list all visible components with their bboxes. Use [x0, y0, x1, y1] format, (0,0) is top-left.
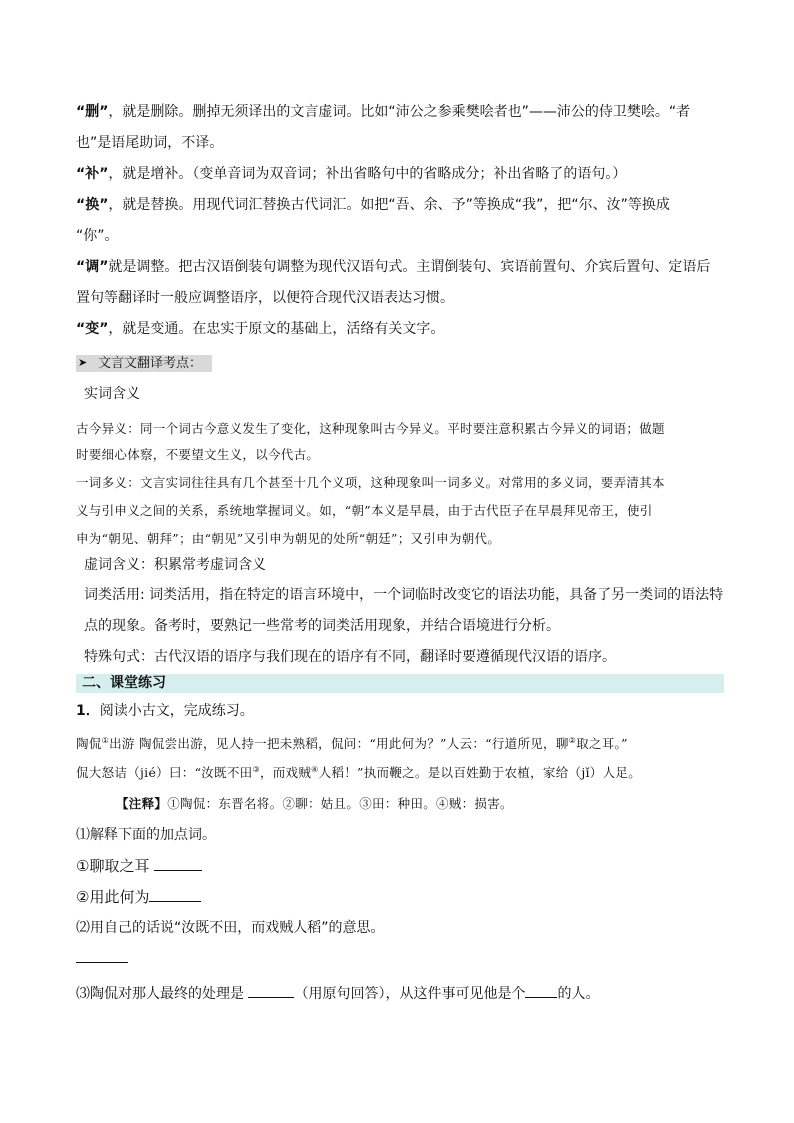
exam-points-title: 文言文翻译考点：	[98, 356, 203, 371]
passage-line1: 陶侃①出游 陶侃尝出游，见人持一把未熟稻，侃问：“用此何为？”人云：“行道所见，聊②取之耳。”	[76, 735, 628, 751]
method-huan-line2: “你”。	[76, 228, 119, 244]
cilei-line1: 词类活用: 词类活用，指在特定的语言环境中，一个词临时改变它的语法功能，具备了另一类词的语法特	[84, 587, 724, 603]
yici-line3: 申为“朝见、朝拜”；由“朝见”又引申为朝见的处所“朝廷”；又引申为朝代。	[76, 531, 501, 546]
method-diao-line1: “调”就是调整。把古汉语倒装句调整为现代汉语句式。主谓倒装句、宾语前置句、介宾后置句、定语后	[76, 259, 711, 275]
sub-question-1: ⑴解释下面的加点词。	[76, 827, 216, 843]
term-shan: “删”	[76, 104, 109, 120]
method-huan-line1: “换”，就是替换。用现代词汇替换古代词汇。如把“吾、余、予”等换成“我”，把“尔、汝”等换成	[76, 197, 670, 213]
answer-line-2[interactable]	[76, 962, 128, 963]
gujin-line1: 古今异义：同一个词古今意义发生了变化，这种现象叫古今异义。平时要注意积累古今异义的词语；做题	[76, 421, 665, 436]
arrow-icon: ➤	[78, 356, 88, 369]
cilei-line2: 点的现象。备考时，要熟记一些常考的词类活用现象，并结合语境进行分析。	[84, 618, 560, 634]
passage-line2: 侃大怒诘（jié）曰：“汝既不田③，而戏贼④人稻！”执而鞭之。是以百姓勤于农植，家给（jǐ）人足。	[76, 764, 642, 780]
sub-question-3: ⑶陶侃对那人最终的处理是 （用原句回答），从这件事可见他是个 的人。	[76, 983, 599, 1004]
answer-blank-3a[interactable]	[248, 983, 294, 998]
method-shan-line2: 也”是语尾助词，不译。	[76, 135, 224, 151]
answer-blank-1a[interactable]	[154, 856, 202, 871]
section-heading	[76, 674, 724, 693]
sub-question-2: ⑵用自己的话说“汝既不田，而戏贼人稻”的意思。	[76, 920, 385, 936]
section-title: 二、课堂练习	[82, 675, 166, 691]
term-bu: “补”	[76, 166, 109, 182]
yici-line1: 一词多义：文言实词往往具有几个甚至十几个义项，这种现象叫一词多义。对常用的多义词，要弄清其本	[76, 475, 665, 490]
notes-line: 【注释】①陶侃：东晋名将。②聊：姑且。③田：种田。④贼：损害。	[116, 796, 513, 811]
shici-heading: 实词含义	[84, 386, 140, 402]
teshu-line: 特殊句式：古代汉语的语序与我们现在的语序有不同，翻译时要遵循现代汉语的语序。	[84, 649, 616, 665]
method-bu: “补”，就是增补。（变单音词为双音词；补出省略句中的省略成分；补出省略了的语句。）	[76, 166, 627, 182]
sub-question-1a: ①聊取之耳	[76, 856, 202, 876]
question-1: 1．阅读小古文，完成练习。	[76, 703, 254, 719]
method-shan-line1: “删”，就是删除。删掉无须译出的文言虚词。比如“沛公之参乘樊哙者也”——沛公的侍卫樊哙。“者	[76, 104, 691, 120]
term-diao: “调”	[76, 259, 109, 275]
term-bian: “变”	[76, 321, 109, 337]
notes-label: 【注释】	[116, 796, 168, 811]
exam-points-header	[76, 355, 212, 372]
gujin-line2: 时要细心体察，不要望文生义，以今代古。	[76, 447, 320, 462]
xuci-line: 虚词含义：积累常考虚词含义	[84, 557, 266, 573]
yici-line2: 义与引申义之间的关系，系统地掌握词义。如，“朝”本义是早晨，由于古代臣子在早晨拜见帝王，使引	[76, 503, 653, 518]
answer-blank-3b[interactable]	[525, 983, 557, 998]
term-huan: “换”	[76, 197, 109, 213]
method-diao-line2: 置句等翻译时一般应调整语序，以便符合现代汉语表达习惯。	[76, 290, 454, 306]
answer-blank-1b[interactable]	[149, 887, 201, 902]
method-bian: “变”，就是变通。在忠实于原文的基础上，活络有关文字。	[76, 321, 445, 337]
sub-question-1b: ②用此何为	[76, 887, 201, 907]
